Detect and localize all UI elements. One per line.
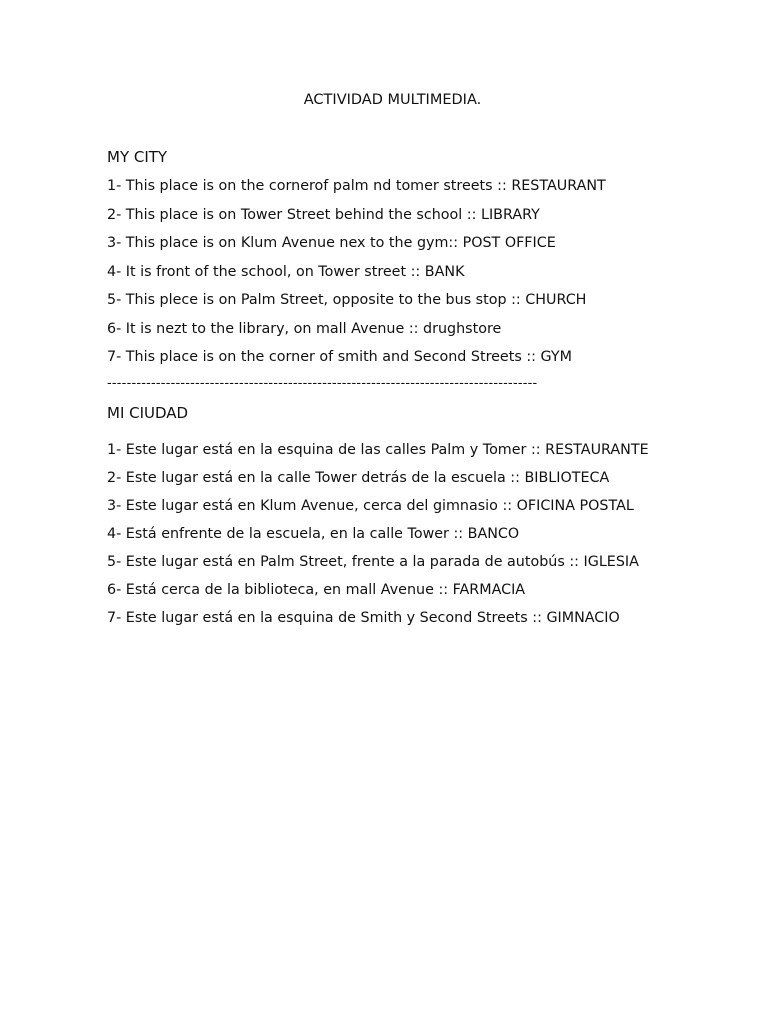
- list-item: 3- Este lugar está en Klum Avenue, cerca del gimnasio :: OFICINA POSTAL: [107, 497, 634, 514]
- dashed-separator: ----------------------------------------------------------------------------------------: [107, 376, 538, 391]
- section-heading-mi-ciudad: MI CIUDAD: [107, 403, 189, 422]
- list-item: 2- Este lugar está en la calle Tower detrás de la escuela :: BIBLIOTECA: [107, 469, 610, 486]
- list-item: 1- Este lugar está en la esquina de las calles Palm y Tomer :: RESTAURANTE: [107, 441, 649, 458]
- section-heading-my-city: MY CITY: [107, 148, 168, 166]
- list-item: 7- This place is on the corner of smith and Second Streets :: GYM: [107, 349, 572, 365]
- english-list: [107, 177, 658, 366]
- list-item: 6- Está cerca de la biblioteca, en mall Avenue :: FARMACIA: [107, 581, 526, 598]
- list-item: 4- Está enfrente de la escuela, en la calle Tower :: BANCO: [107, 525, 520, 542]
- list-item: 7- Este lugar está en la esquina de Smith y Second Streets :: GIMNACIO: [107, 609, 620, 626]
- list-item: 2- This place is on Tower Street behind the school :: LIBRARY: [107, 206, 540, 223]
- list-item: 1- This place is on the cornerof palm nd tomer streets :: RESTAURANT: [107, 178, 606, 194]
- list-item: 5- This plece is on Palm Street, opposite to the bus stop :: CHURCH: [107, 292, 587, 308]
- document-title: ACTIVIDAD MULTIMEDIA.: [303, 92, 482, 108]
- list-item: 3- This place is on Klum Avenue nex to the gym:: POST OFFICE: [107, 235, 556, 251]
- list-item: 6- It is nezt to the library, on mall Avenue :: drughstore: [107, 320, 502, 337]
- spanish-list: [107, 441, 658, 627]
- list-item: 5- Este lugar está en Palm Street, frente a la parada de autobús :: IGLESIA: [107, 553, 639, 570]
- list-item: 4- It is front of the school, on Tower street :: BANK: [107, 263, 465, 280]
